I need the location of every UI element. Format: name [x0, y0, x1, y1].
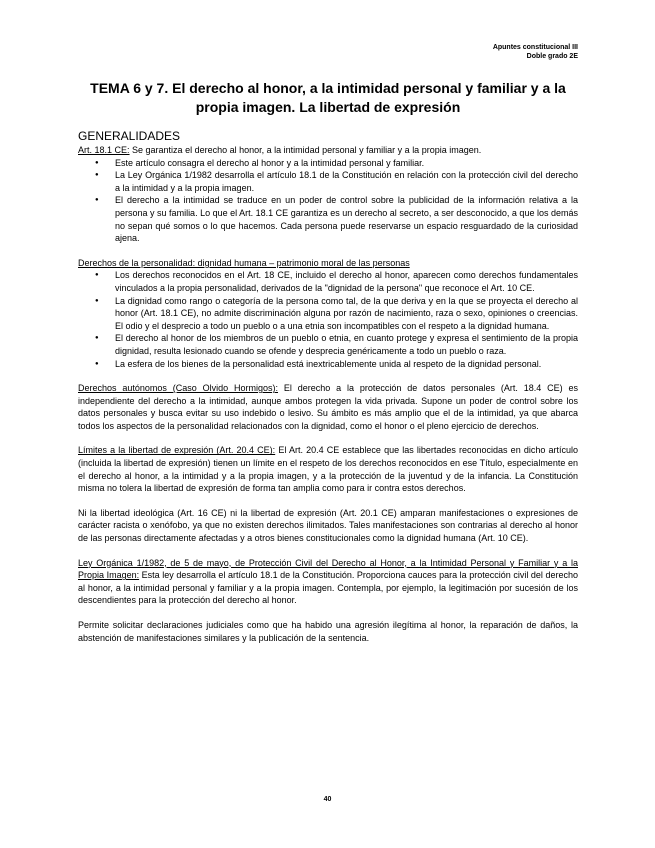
- list-item: ● Este artículo consagra el derecho al honor y a la intimidad personal y familiar.: [78, 157, 578, 170]
- section-heading: GENERALIDADES: [78, 129, 181, 143]
- intro-bullet-list: [78, 157, 578, 245]
- law-paragraph: [78, 557, 578, 607]
- intro-text: Se garantiza el derecho al honor, a la intimidad personal y familiar y a la propia imagen.: [129, 145, 482, 155]
- closing-paragraph: Permite solicitar declaraciones judiciales como que ha habido una agresión ilegítima al honor, la reparación de daños, la abstención de manifestaciones similares y la publicación de la sentencia.: [78, 620, 578, 643]
- limits-text: El Art. 20.4 CE establece que las libertades reconocidas en dicho artículo (incluida la libertad de expresión) tienen un límite en el respeto de los derechos reconocidos en ese Título, especialmente en el derecho al honor, a la intimidad y a la propia imagen, y a la protección de la juventud y de la infancia. La Constitución misma no tolera la libertad de expresión de forma tan amplia como para ir contra estos derechos.: [78, 445, 578, 494]
- law-label: Ley Orgánica 1/1982, de 5 de mayo, de Protección Civil del Derecho al Honor, a la Intimidad Personal y Familiar y a la Propia Imagen:: [78, 557, 578, 581]
- list-item: ● La esfera de los bienes de la personalidad está inextricablemente unida al respeto de la dignidad personal.: [78, 358, 578, 371]
- list-item: ● El derecho a la intimidad se traduce en un poder de control sobre la publicidad de la información relativa a la persona y su familia. Lo que el Art. 18.1 CE garantiza es un derecho al secreto, a ser desconocido, a que los demás no sepan qué somos o lo que hacemos. Cada persona puede reservarse un espacio resguardado de la curiosidad ajena.: [78, 194, 578, 244]
- list-item: ● Los derechos reconocidos en el Art. 18 CE, incluido el derecho al honor, aparecen como derechos fundamentales vinculados a la propia personalidad, derivados de la "dignidad de la persona" que reconoce el Art. 10 CE.: [78, 269, 578, 294]
- running-header: [493, 43, 578, 61]
- personality-bullet-list: [78, 269, 578, 370]
- limits-label: Límites a la libertad de expresión (Art. 20.4 CE):: [78, 445, 276, 456]
- list-item: ● La dignidad como rango o categoría de la persona como tal, de la que deriva y en la que se proyecta el derecho al honor (Art. 18.1 CE), no admite discriminación alguna por razón de nacimiento, raza o sexo, opiniones o creencias. El odio y el desprecio a todo un pueblo o a una etnia son incompatibles con el respeto a la dignidad humana.: [78, 295, 578, 333]
- document-body: [78, 129, 578, 644]
- autonomous-rights-label: Derechos autónomos (Caso Olvido Hormigos):: [78, 383, 279, 394]
- intro-paragraph: [78, 144, 578, 157]
- list-item: ● El derecho al honor de los miembros de un pueblo o etnia, en cuanto protege y expresa el sentimiento de la propia dignidad, resulta lesionado cuando se ofende y desprecia genéricamente a todo un pueblo o raza.: [78, 332, 578, 357]
- page-number: 40: [323, 796, 332, 803]
- document-title: TEMA 6 y 7. El derecho al honor, a la intimidad personal y familiar y a la propia imagen. La libertad de expresión: [90, 80, 566, 115]
- law-text: Esta ley desarrolla el artículo 18.1 de la Constitución. Proporciona cauces para la protección civil del derecho al honor, a la intimidad personal y familiar y a la propia imagen. Contempla, por ejemplo, la legitimación por sucesión de los descendientes para la protección del derecho al honor.: [78, 570, 578, 606]
- limits-paragraph: [78, 444, 578, 494]
- ideological-paragraph: Ni la libertad ideológica (Art. 16 CE) ni la libertad de expresión (Art. 20.1 CE) amparan manifestaciones o expresiones de carácter racista o xenófobo, ya que no existen derechos ilimitados. Tales manifestaciones son contrarias al derecho al honor de las personas directamente afectadas y a otros bienes constitucionales como la dignidad humana (Art. 10 CE).: [78, 507, 578, 544]
- header-line-1: Apuntes constitucional III: [492, 44, 578, 51]
- header-line-2: Doble grado 2E: [526, 53, 578, 60]
- intro-label: Art. 18.1 CE:: [78, 145, 130, 155]
- autonomous-rights-text: El derecho a la protección de datos personales (Art. 18.4 CE) es independiente del derecho a la intimidad, aunque ambos protegen la vida privada. Supone un poder de control sobre los datos personales y busca evitar su uso indebido o lesivo. Su ámbito es más amplio que el de la intimidad, ya que abarca todos los aspectos de la personalidad relacionados con la dignidad, como el honor o el pleno ejercicio de derechos.: [78, 383, 578, 431]
- list-item: ● La Ley Orgánica 1/1982 desarrolla el artículo 18.1 de la Constitución en relación con la protección civil del derecho a la intimidad y a la propia imagen.: [78, 169, 578, 194]
- personality-heading: Derechos de la personalidad: dignidad humana – patrimonio moral de las personas: [78, 257, 410, 268]
- autonomous-rights-paragraph: [78, 382, 578, 432]
